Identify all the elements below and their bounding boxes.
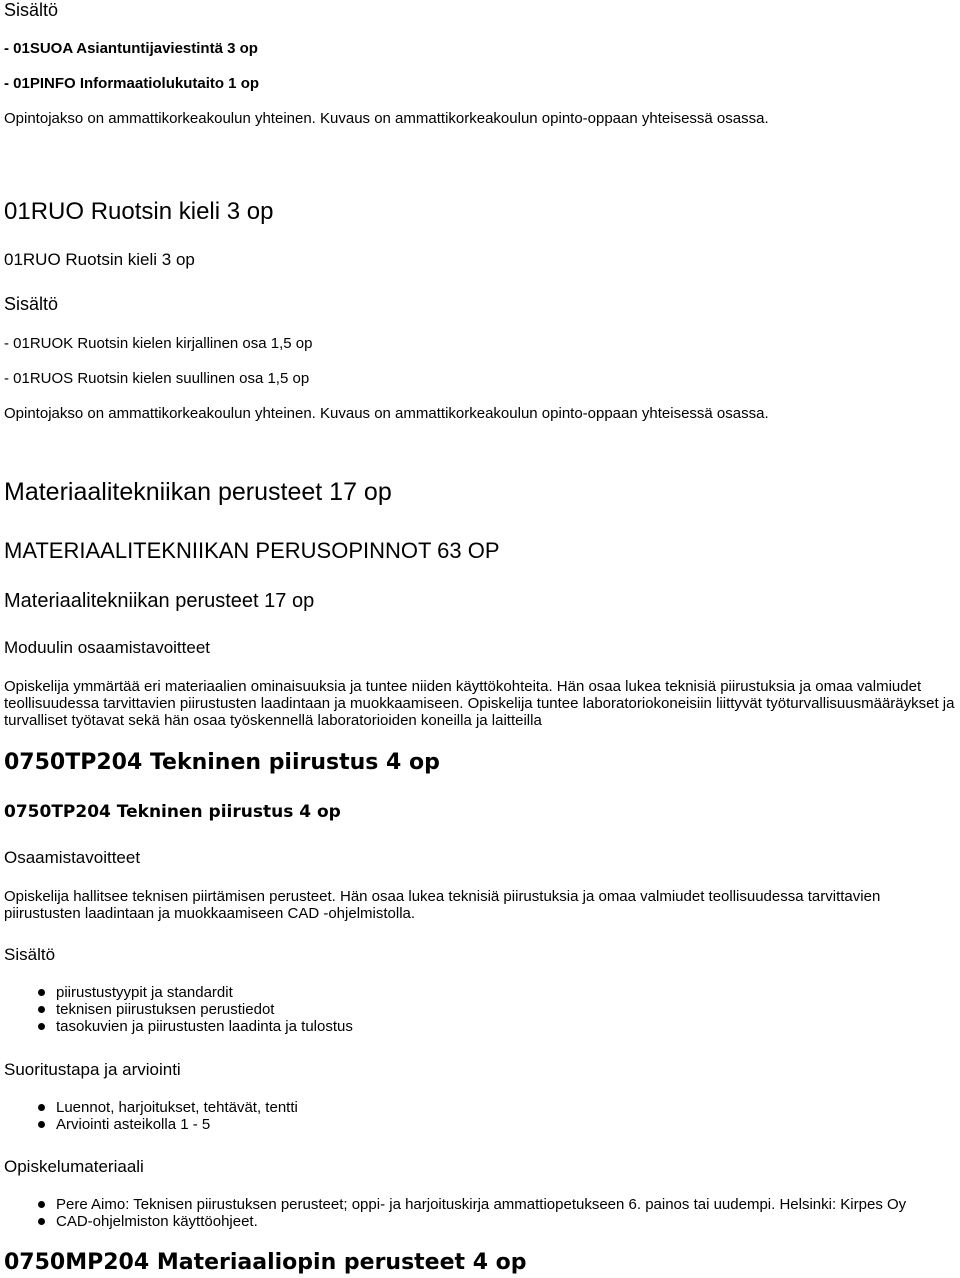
course-title-ruo: 01RUO Ruotsin kieli 3 op <box>4 198 274 225</box>
list-item: tasokuvien ja piirustusten laadinta ja tulostus <box>0 1018 353 1035</box>
course-subtitle-tp204: 0750TP204 Tekninen piirustus 4 op <box>4 802 341 822</box>
bullet-icon <box>38 989 45 996</box>
content-heading-1: Sisältö <box>4 0 59 20</box>
course-subtitle-ruo: 01RUO Ruotsin kieli 3 op <box>4 250 195 269</box>
module-subtitle: Materiaalitekniikan perusteet 17 op <box>4 590 315 612</box>
section-title: MATERIAALITEKNIIKAN PERUSOPINNOT 63 OP <box>4 538 500 563</box>
course-note-1: Opintojakso on ammattikorkeakoulun yhteinen. Kuvaus on ammattikorkeakoulun opinto-oppaan yhteisessä osassa. <box>4 110 769 127</box>
list-item: Pere Aimo: Teknisen piirustuksen perusteet; oppi- ja harjoituskirja ammattiopetukseen 6. painos tai uudempi. Helsinki: Kirpes Oy <box>0 1196 906 1213</box>
bullet-icon <box>38 1104 45 1111</box>
goals-text: Opiskelija ymmärtää eri materiaalien ominaisuuksia ja tuntee niiden käyttökohteita. Hän osaa lukea teknisiä piirustuksia ja omaa valmiudet teollisuudessa tarvittavien piirustusten laadintaan ja muokkaamiseen. Opiskelija tuntee laboratoriokoneisiin liittyvät työturvallisuusmääräykset ja turvalliset työtavat sekä hän osaa työskennellä laboratorioiden koneilla ja laitteilla <box>4 678 955 729</box>
list-item: piirustustyypit ja standardit <box>0 984 353 1001</box>
list-item: teknisen piirustuksen perustiedot <box>0 1001 353 1018</box>
list-item: - 01RUOK Ruotsin kielen kirjallinen osa 1,5 op <box>4 335 313 352</box>
bullet-icon <box>38 1218 45 1225</box>
material-heading: Opiskelumateriaali <box>4 1157 144 1176</box>
goals-heading-tp204: Osaamistavoitteet <box>4 848 141 867</box>
list-item: - 01SUOA Asiantuntijaviestintä 3 op <box>4 40 258 57</box>
content-heading-2: Sisältö <box>4 294 59 314</box>
list-item: CAD-ohjelmiston käyttöohjeet. <box>0 1213 906 1230</box>
goals-text-tp204: Opiskelija hallitsee teknisen piirtämisen perusteet. Hän osaa lukea teknisiä piirustuksia ja omaa valmiudet teollisuudessa tarvittavien piirustusten laadintaan ja muokkaamiseen CAD -ohjelmistolla. <box>4 888 881 922</box>
course-title-mp204: 0750MP204 Materiaaliopin perusteet 4 op <box>4 1250 527 1275</box>
bullet-icon <box>38 1201 45 1208</box>
module-title: Materiaalitekniikan perusteet 17 op <box>4 478 392 506</box>
list-item: - 01PINFO Informaatiolukutaito 1 op <box>4 75 260 92</box>
course-note-2: Opintojakso on ammattikorkeakoulun yhteinen. Kuvaus on ammattikorkeakoulun opinto-oppaan yhteisessä osassa. <box>4 405 769 422</box>
list-item: Luennot, harjoitukset, tehtävät, tentti <box>0 1099 298 1116</box>
bullet-icon <box>38 1121 45 1128</box>
method-list <box>0 1099 298 1133</box>
goals-heading: Moduulin osaamistavoitteet <box>4 638 211 657</box>
content-list <box>0 984 353 1035</box>
content-heading-tp204: Sisältö <box>4 945 56 964</box>
bullet-icon <box>38 1023 45 1030</box>
material-list <box>0 1196 906 1230</box>
method-heading: Suoritustapa ja arviointi <box>4 1060 181 1079</box>
list-item: Arviointi asteikolla 1 - 5 <box>0 1116 298 1133</box>
bullet-icon <box>38 1006 45 1013</box>
list-item: - 01RUOS Ruotsin kielen suullinen osa 1,5 op <box>4 370 310 387</box>
course-title-tp204: 0750TP204 Tekninen piirustus 4 op <box>4 750 440 775</box>
